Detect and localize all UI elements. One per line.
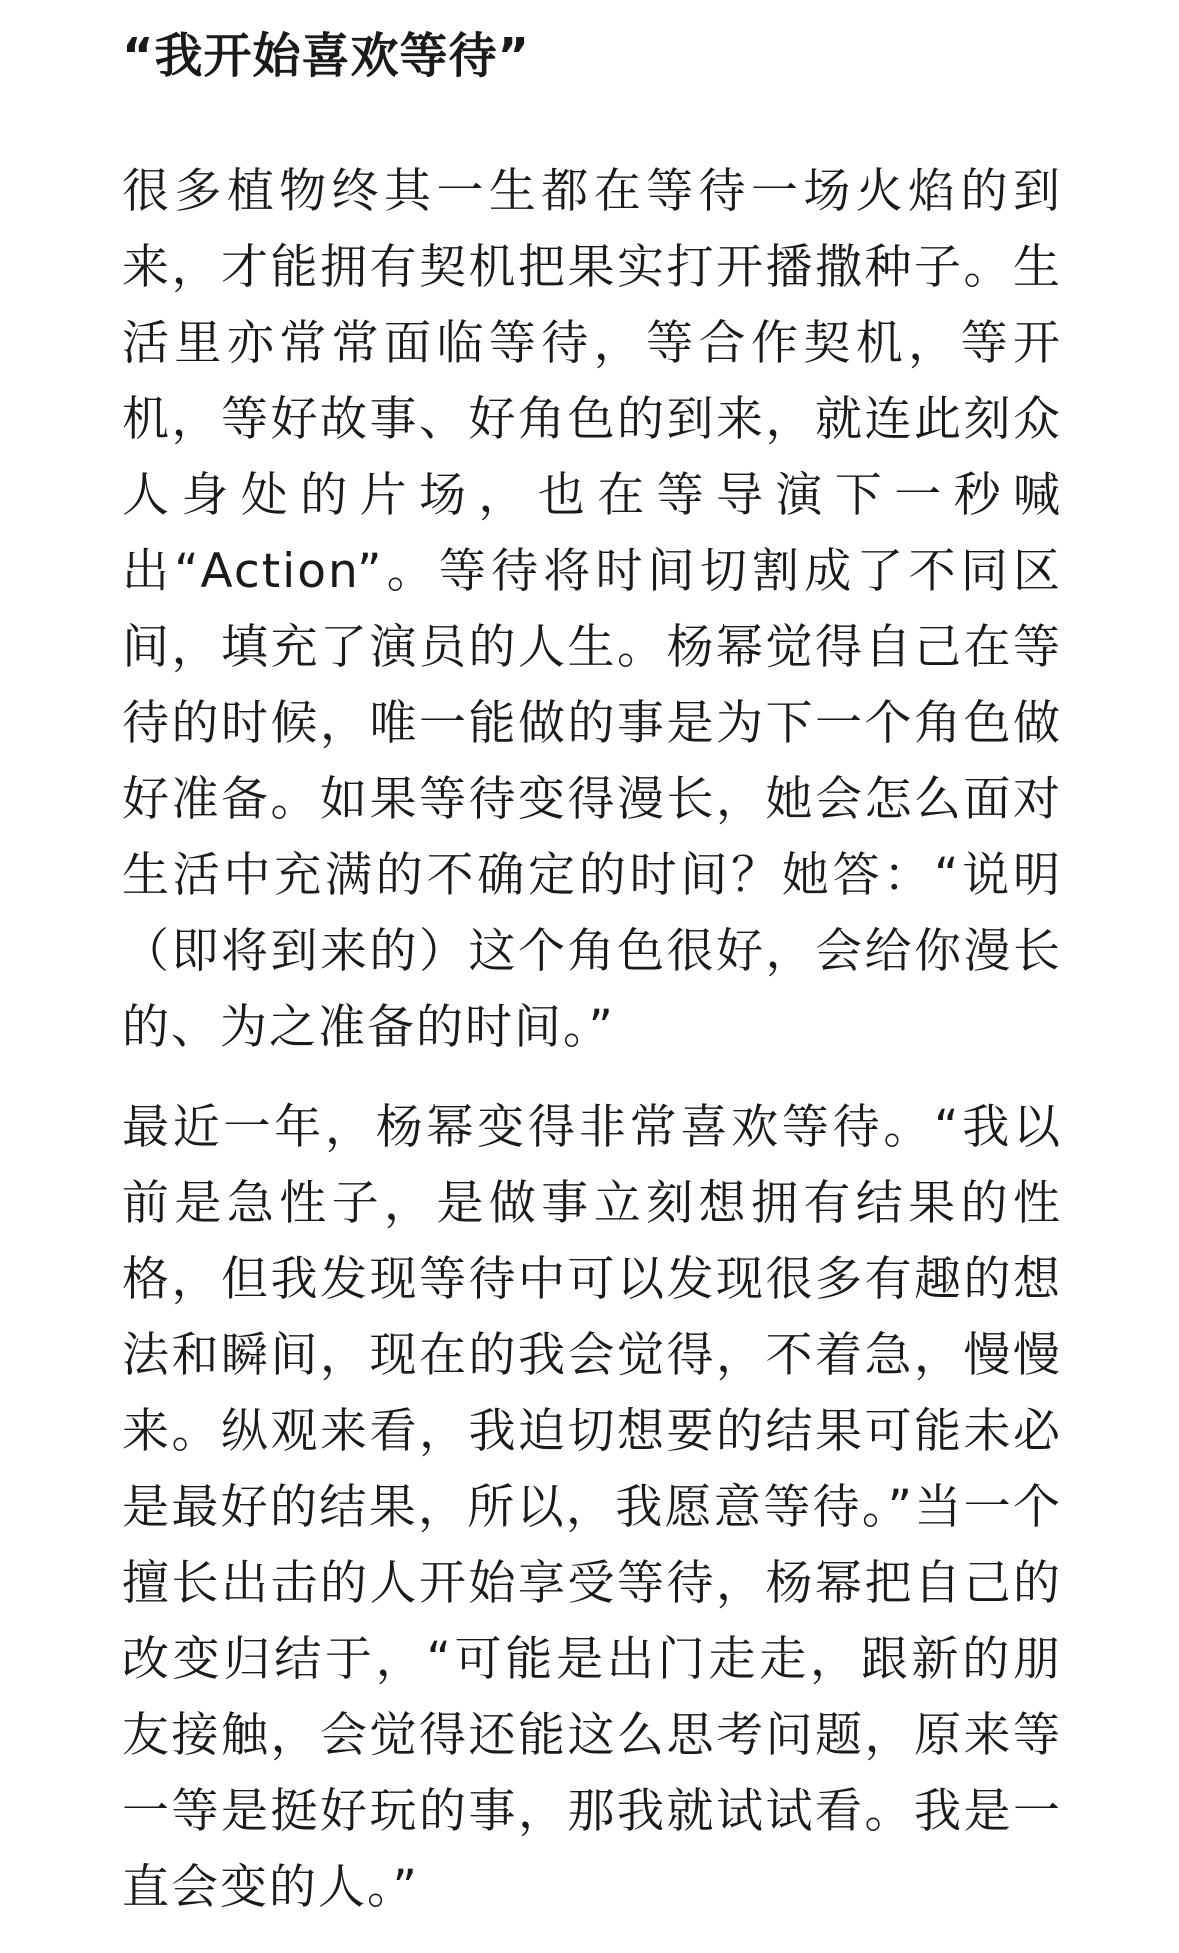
article-title: “我开始喜欢等待” (122, 28, 531, 84)
paragraph-1: 很多植物终其一生都在等待一场火焰的到来，才能拥有契机把果实打开播撒种子。生活里亦常常面临等待，等合作契机，等开机，等好故事、好角色的到来，就连此刻众人身处的片场，也在等导演下一秒喊出“Action”。等待将时间切割成了不同区间，填充了演员的人生。杨幂觉得自己在等待的时候，唯一能做的事是为下一个角色做好准备。如果等待变得漫长，她会怎么面对生活中充满的不确定的时间？她答：“说明（即将到来的）这个角色很好，会给你漫长的、为之准备的时间。” (122, 164, 1062, 1055)
paragraph-2: 最近一年，杨幂变得非常喜欢等待。“我以前是急性子，是做事立刻想拥有结果的性格，但我发现等待中可以发现很多有趣的想法和瞬间，现在的我会觉得，不着急，慢慢来。纵观来看，我迫切想要的结果可能未必是最好的结果，所以，我愿意等待。”当一个擅长出击的人开始享受等待，杨幂把自己的改变归结于，“可能是出门走走，跟新的朋友接触，会觉得还能这么思考问题，原来等一等是挺好玩的事，那我就试试看。我是一直会变的人。” (122, 1100, 1062, 1915)
article-body (122, 20, 1062, 1950)
